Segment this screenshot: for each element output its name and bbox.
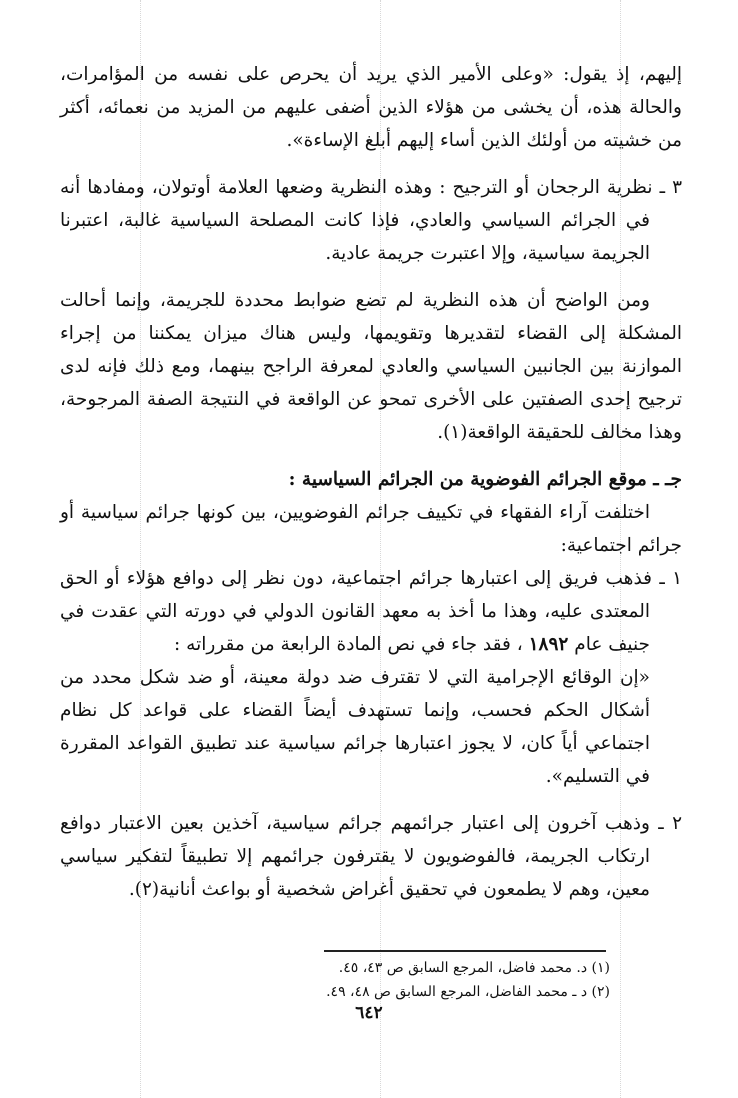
section-heading: جـ ـ موقع الجرائم الفوضوية من الجرائم السياسية : — [288, 469, 682, 490]
paragraph-quote-prince: إليهم، إذ يقول: «وعلى الأمير الذي يريد أن يحرص على نفسه من المؤامرات، والحالة هذه، أن يخشى من هؤلاء الذين أضفى عليهم من المزيد من نعمائه، أكثر من خشيته من أولئك الذين أساء إليهم أبلغ الإساءة». — [60, 64, 682, 151]
footnote-1: (١) د. محمد فاضل، المرجع السابق ص ٤٣، ٤٥. — [338, 960, 610, 976]
page-number: ٦٤٢ — [355, 1003, 383, 1023]
page-body — [60, 58, 682, 906]
paragraph-article-quote: «إن الوقائع الإجرامية التي لا تقترف ضد دولة معينة، أو ضد شكل محدد من أشكال الحكم فحسب، وإنما تستهدف أيضاً القضاء على قواعد كل نظام اجتماعي أياً كان، لا يجوز اعتبارها جرائم سياسية عند تطبيق القواعد المقررة في التسليم». — [60, 667, 650, 787]
footnote-rule — [324, 950, 606, 952]
paragraph-preponderance-theory: ٣ ـ نظرية الرجحان أو الترجيح : وهذه النظرية وضعها العلامة أوتولان، ومفادها أنه في الجرائم السياسي والعادي، فإذا كانت المصلحة السياسية غالبة، اعتبرنا الجريمة سياسية، وإلا اعتبرت جريمة عادية. — [60, 177, 682, 264]
paragraph-critique: ومن الواضح أن هذه النظرية لم تضع ضوابط محددة للجريمة، وإنما أحالت المشكلة إلى القضاء لتقديرها وتقويمها، وليس هناك ميزان يمكننا من إجراء الموازنة بين الجانبين السياسي والعادي لمعرفة الراجح بينهما، ومع ذلك فإنه لدى ترجيح إحدى الصفتين على الأخرى تمحو عن الواقعة في النتيجة الصفة المرجوحة، وهذا مخالف للحقيقة الواقعة(١). — [60, 290, 682, 443]
year-1892: ١٨٩٢ — [528, 634, 569, 655]
paragraph-intro-anarchist: اختلفت آراء الفقهاء في تكييف جرائم الفوضويين، بين كونها جرائم سياسية أو جرائم اجتماعية: — [60, 502, 682, 556]
footnote-2: (٢) د ـ محمد الفاضل، المرجع السابق ص ٤٨، ٤٩. — [326, 984, 610, 1000]
paragraph-political-crimes: ٢ ـ وذهب آخرون إلى اعتبار جرائمهم جرائم سياسية، آخذين بعين الاعتبار دوافع ارتكاب الجريمة، فالفوضويون لا يقترفون جرائمهم إلا تطبيقاً لتفكير سياسي معين، وهم لا يطمعون في تحقيق أغراض شخصية أو بواعث أنانية(٢). — [60, 813, 682, 900]
paragraph-social-crimes — [60, 562, 682, 661]
footnotes — [80, 956, 610, 1004]
social-crimes-text: ١ ـ فذهب فريق إلى اعتبارها جرائم اجتماعية، دون نظر إلى دوافع هؤلاء أو الحق المعتدى عليه، وهذا ما أخذ به معهد القانون الدولي في دورته التي عقدت في جنيف عام — [60, 568, 682, 655]
social-crimes-text-end: ، فقد جاء في نص المادة الرابعة من مقرراته : — [174, 634, 523, 655]
